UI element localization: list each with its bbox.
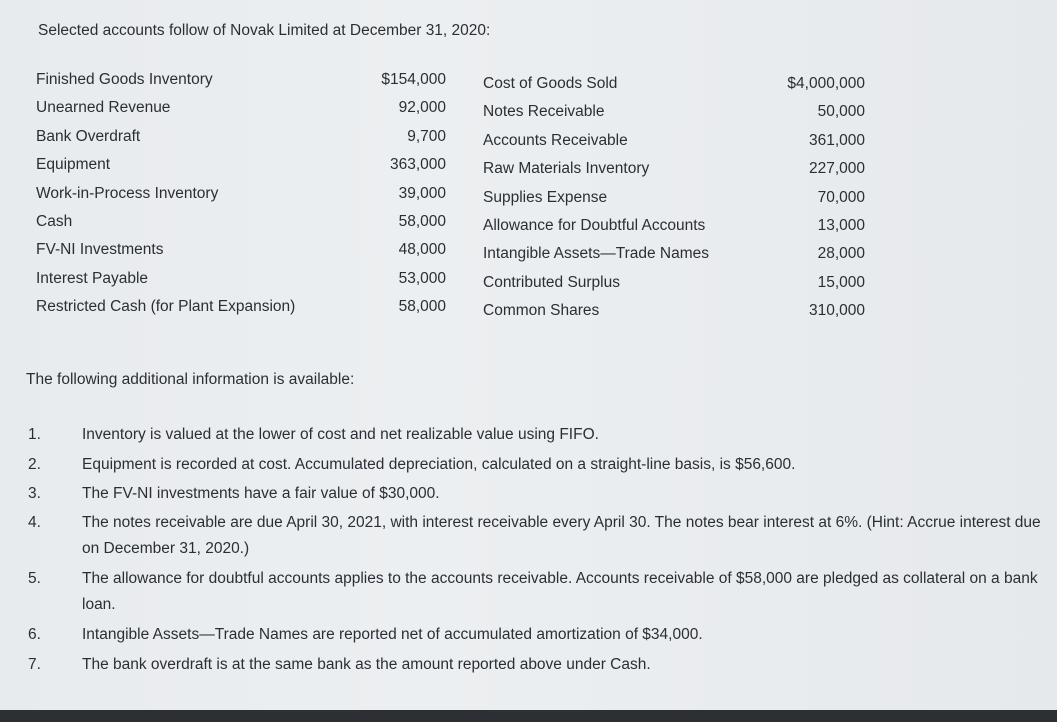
account-row — [36, 180, 456, 208]
account-name: Notes Receivable — [483, 103, 605, 121]
list-item — [22, 566, 1042, 618]
note-number: 6. — [28, 626, 41, 643]
account-row — [36, 293, 456, 321]
notes-list — [22, 422, 1042, 678]
account-name: Accounts Receivable — [483, 131, 628, 149]
note-number: 4. — [28, 514, 41, 531]
account-value: 39,000 — [398, 184, 446, 202]
account-value: 15,000 — [817, 273, 865, 291]
account-name: Supplies Expense — [483, 188, 608, 206]
account-row — [36, 94, 456, 122]
account-row — [36, 66, 456, 94]
account-name: Bank Overdraft — [36, 127, 141, 145]
note-text: The notes receivable are due April 30, 2021, with interest receivable every April 30. The notes bear interest at 6%. (Hint: Accrue interest due on December 31, 2020.) — [82, 514, 1041, 557]
account-row — [36, 236, 456, 264]
account-name: Allowance for Doubtful Accounts — [483, 216, 706, 234]
account-value: 58,000 — [398, 212, 446, 230]
account-row — [483, 240, 873, 268]
right-accounts-column — [483, 70, 873, 326]
account-value: 48,000 — [398, 241, 446, 259]
account-value: 9,700 — [407, 127, 446, 145]
list-item — [22, 652, 1042, 678]
note-text: Inventory is valued at the lower of cost and net realizable value using FIFO. — [82, 426, 599, 443]
note-text: The bank overdraft is at the same bank as the amount reported above under Cash. — [82, 656, 651, 673]
intro-text: Selected accounts follow of Novak Limited at December 31, 2020: — [38, 22, 491, 39]
account-row — [483, 297, 873, 325]
account-row — [483, 127, 873, 155]
account-value: 227,000 — [808, 160, 865, 178]
note-text: Intangible Assets—Trade Names are reported net of accumulated amortization of $34,000. — [82, 626, 703, 643]
account-value: $4,000,000 — [787, 75, 865, 92]
additional-info-heading: The following additional information is available: — [26, 371, 355, 388]
note-number: 5. — [28, 570, 41, 587]
account-name: Finished Goods Inventory — [36, 71, 213, 88]
note-number: 7. — [28, 656, 41, 673]
account-value: 53,000 — [398, 269, 446, 287]
list-item — [22, 510, 1042, 562]
account-row — [36, 265, 456, 293]
list-item — [22, 481, 1042, 507]
account-value: 361,000 — [808, 131, 865, 149]
note-text: The allowance for doubtful accounts applies to the accounts receivable. Accounts receivable of $58,000 are pledged as collateral on a bank loan. — [82, 570, 1038, 613]
account-row — [483, 212, 873, 240]
account-name: FV-NI Investments — [36, 241, 164, 259]
left-accounts-column — [36, 66, 456, 322]
account-name: Unearned Revenue — [36, 99, 171, 117]
account-row — [36, 123, 456, 151]
account-name: Restricted Cash (for Plant Expansion) — [36, 298, 296, 316]
note-number: 1. — [28, 426, 41, 443]
account-name: Raw Materials Inventory — [483, 160, 650, 178]
account-name: Cash — [36, 212, 73, 230]
account-row — [483, 155, 873, 183]
account-row — [483, 269, 873, 297]
account-name: Equipment — [36, 156, 111, 174]
note-number: 2. — [28, 456, 41, 473]
note-text: The FV-NI investments have a fair value of $30,000. — [82, 485, 440, 502]
account-value: 363,000 — [389, 156, 446, 174]
account-name: Cost of Goods Sold — [483, 75, 618, 92]
account-name: Contributed Surplus — [483, 273, 620, 291]
list-item — [22, 422, 1042, 448]
account-row — [36, 208, 456, 236]
account-value: 92,000 — [398, 99, 446, 117]
account-name: Work-in-Process Inventory — [36, 184, 219, 202]
account-row — [483, 70, 873, 98]
account-name: Intangible Assets—Trade Names — [483, 245, 710, 263]
account-value: 13,000 — [817, 216, 865, 234]
list-item — [22, 622, 1042, 648]
account-row — [483, 98, 873, 126]
bottom-edge-bar — [0, 710, 1057, 722]
account-row — [36, 151, 456, 179]
account-value: 58,000 — [398, 298, 446, 316]
note-number: 3. — [28, 485, 41, 502]
account-row — [483, 184, 873, 212]
account-value: 28,000 — [817, 245, 865, 263]
account-value: 310,000 — [808, 302, 865, 320]
account-value: 50,000 — [817, 103, 865, 121]
list-item — [22, 452, 1042, 478]
account-value: 70,000 — [817, 188, 865, 206]
account-name: Interest Payable — [36, 269, 149, 287]
account-value: $154,000 — [381, 71, 446, 88]
note-text: Equipment is recorded at cost. Accumulated depreciation, calculated on a straight-line basis, is $56,600. — [82, 456, 796, 473]
account-name: Common Shares — [483, 302, 600, 320]
